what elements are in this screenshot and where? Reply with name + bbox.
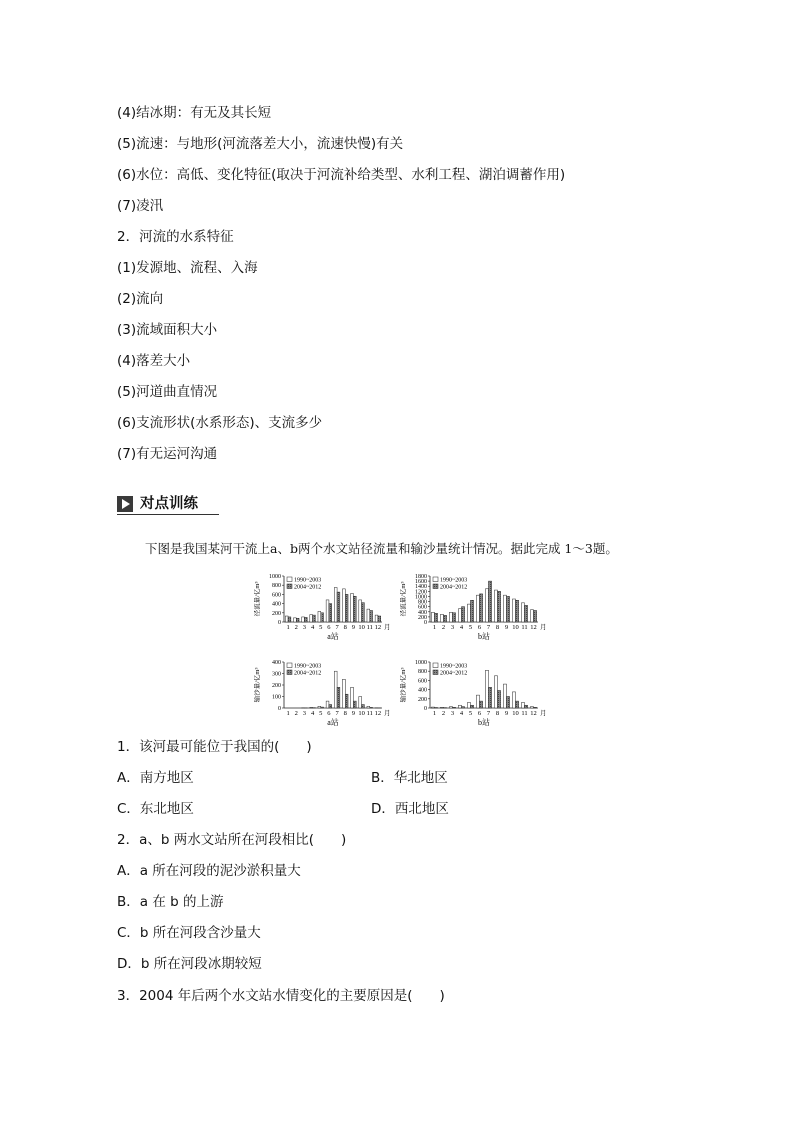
legend-swatch bbox=[287, 663, 292, 668]
bar bbox=[471, 705, 474, 708]
x-tick-label: 11 bbox=[366, 624, 373, 631]
x-tick-label: 12 bbox=[530, 710, 537, 717]
bar bbox=[512, 599, 515, 622]
bar bbox=[507, 596, 510, 622]
bar bbox=[503, 595, 506, 622]
bar bbox=[321, 613, 324, 622]
bar bbox=[458, 609, 461, 622]
x-tick-label: 7 bbox=[335, 710, 339, 717]
y-axis-label: 径流量/亿m³ bbox=[400, 581, 407, 617]
bar bbox=[449, 612, 452, 622]
play-triangle-icon bbox=[117, 496, 133, 512]
x-tick-label: 9 bbox=[504, 710, 509, 717]
bar bbox=[485, 670, 488, 708]
bar bbox=[530, 610, 533, 622]
bar bbox=[476, 595, 479, 622]
x-tick-label: 5 bbox=[319, 710, 323, 717]
bar bbox=[440, 614, 443, 622]
x-tick-label: 7 bbox=[486, 710, 491, 717]
station-label: a站 bbox=[327, 718, 339, 727]
bar bbox=[467, 702, 470, 708]
x-tick-label: 2 bbox=[294, 624, 298, 631]
legend-swatch bbox=[433, 584, 438, 589]
x-tick-label: 2 bbox=[441, 624, 446, 631]
bar bbox=[512, 692, 515, 708]
section-title: 对点训练 bbox=[140, 496, 198, 512]
bar bbox=[453, 707, 456, 708]
bar bbox=[516, 600, 519, 622]
legend-swatch bbox=[287, 577, 292, 582]
legend-swatch bbox=[433, 577, 438, 582]
bar bbox=[313, 615, 316, 622]
bar bbox=[462, 607, 465, 622]
bar bbox=[489, 581, 492, 622]
bar bbox=[431, 707, 434, 708]
bar bbox=[302, 617, 305, 622]
legend-label: 2004~2012 bbox=[294, 670, 322, 677]
station-label: b站 bbox=[478, 718, 490, 727]
chart-b-sediment bbox=[400, 656, 550, 728]
x-tick-label: 9 bbox=[351, 710, 356, 717]
y-tick-label: 1000 bbox=[415, 594, 427, 601]
bar bbox=[507, 697, 510, 709]
bar bbox=[476, 695, 479, 708]
x-tick-label: 8 bbox=[343, 710, 347, 717]
option-a[interactable]: A．南方地区 bbox=[117, 770, 194, 786]
text-line: (6)水位：高低、变化特征(取决于河流补给类型、水利工程、湖泊调蓄作用) bbox=[117, 167, 566, 183]
y-tick-label: 1000 bbox=[415, 660, 427, 666]
bar bbox=[362, 705, 365, 708]
bar bbox=[530, 707, 533, 708]
bar bbox=[534, 707, 537, 708]
option-b[interactable]: B．a 在 b 的上游 bbox=[117, 894, 224, 910]
bar bbox=[304, 617, 307, 622]
y-tick-label: 800 bbox=[418, 669, 427, 676]
y-tick-label: 1800 bbox=[415, 574, 427, 580]
y-tick-label: 400 bbox=[418, 609, 427, 616]
x-tick-label: 3 bbox=[302, 624, 307, 631]
x-unit-label: 月 bbox=[540, 624, 547, 631]
bar bbox=[293, 618, 296, 622]
legend-swatch bbox=[433, 663, 438, 668]
text-line: (3)流域面积大小 bbox=[117, 322, 218, 338]
bar bbox=[326, 701, 329, 708]
option-d[interactable]: D．b 所在河段冰期较短 bbox=[117, 956, 262, 972]
y-tick-label: 200 bbox=[418, 614, 427, 621]
bar bbox=[334, 588, 337, 623]
text-line: (1)发源地、流程、入海 bbox=[117, 260, 258, 276]
bar bbox=[359, 697, 362, 709]
y-tick-label: 0 bbox=[424, 620, 427, 626]
legend-swatch bbox=[287, 670, 292, 675]
x-tick-label: 7 bbox=[335, 624, 339, 631]
option-a[interactable]: A．a 所在河段的泥沙淤积量大 bbox=[117, 863, 301, 879]
legend-label: 1990~2003 bbox=[440, 577, 468, 584]
y-tick-label: 1200 bbox=[415, 589, 427, 596]
y-axis-label: 输沙量/亿m³ bbox=[400, 667, 407, 703]
x-tick-label: 11 bbox=[366, 710, 373, 717]
legend-label: 1990~2003 bbox=[294, 663, 322, 670]
x-tick-label: 4 bbox=[459, 624, 464, 631]
bar bbox=[525, 705, 528, 708]
bar bbox=[359, 600, 362, 622]
x-tick-label: 12 bbox=[374, 624, 382, 631]
x-tick-label: 8 bbox=[343, 624, 347, 631]
bar bbox=[318, 611, 321, 622]
text-line: (6)支流形状(水系形态)、支流多少 bbox=[117, 415, 323, 431]
x-tick-label: 9 bbox=[351, 624, 356, 631]
x-tick-label: 5 bbox=[319, 624, 323, 631]
y-tick-label: 0 bbox=[278, 620, 281, 626]
bar bbox=[329, 705, 332, 708]
station-label: b站 bbox=[478, 632, 490, 641]
x-tick-label: 3 bbox=[302, 710, 307, 717]
bar bbox=[337, 592, 340, 622]
x-tick-label: 1 bbox=[432, 624, 437, 631]
x-tick-label: 12 bbox=[530, 624, 537, 631]
bar bbox=[453, 613, 456, 622]
bar bbox=[342, 679, 345, 708]
bar bbox=[337, 687, 340, 708]
bar bbox=[342, 589, 345, 622]
x-tick-label: 11 bbox=[521, 710, 528, 717]
bar bbox=[480, 594, 483, 622]
chart-a-sediment bbox=[254, 656, 394, 728]
bar bbox=[367, 706, 370, 708]
bar bbox=[521, 603, 524, 622]
bar bbox=[494, 676, 497, 708]
bar bbox=[370, 707, 373, 708]
bar bbox=[296, 618, 299, 622]
y-tick-label: 600 bbox=[418, 678, 427, 685]
text-line: (4)结冰期：有无及其长短 bbox=[117, 105, 272, 121]
text-line: (7)凌汛 bbox=[117, 198, 164, 214]
option-b[interactable]: B．华北地区 bbox=[371, 770, 448, 786]
bar bbox=[310, 615, 313, 622]
bar bbox=[326, 600, 329, 622]
question-intro: 下图是我国某河干流上a、b两个水文站径流量和输沙量统计情况。据此完成 1～3题。 bbox=[145, 541, 618, 556]
bar bbox=[353, 701, 356, 708]
bar bbox=[329, 604, 332, 622]
bar bbox=[521, 702, 524, 708]
bar bbox=[435, 613, 438, 622]
y-tick-label: 200 bbox=[272, 610, 281, 617]
legend-label: 1990~2003 bbox=[294, 577, 322, 584]
bar bbox=[498, 691, 501, 708]
bar bbox=[318, 706, 321, 708]
bar bbox=[375, 615, 378, 622]
bar bbox=[534, 611, 537, 623]
bar bbox=[516, 701, 519, 708]
bar bbox=[480, 701, 483, 708]
x-tick-label: 6 bbox=[477, 624, 482, 631]
legend-label: 2004~2012 bbox=[294, 584, 322, 591]
y-tick-label: 300 bbox=[272, 671, 281, 678]
text-line: (4)落差大小 bbox=[117, 353, 191, 369]
bar bbox=[498, 591, 501, 622]
x-tick-label: 4 bbox=[459, 710, 464, 717]
x-tick-label: 5 bbox=[468, 624, 473, 631]
bar bbox=[458, 705, 461, 708]
x-tick-label: 10 bbox=[512, 710, 519, 717]
legend-swatch bbox=[433, 670, 438, 675]
bar bbox=[489, 687, 492, 708]
bar bbox=[334, 671, 337, 708]
bar bbox=[370, 611, 373, 623]
x-tick-label: 11 bbox=[521, 624, 528, 631]
option-c[interactable]: C．b 所在河段含沙量大 bbox=[117, 925, 261, 941]
chart-b-runoff bbox=[400, 570, 550, 642]
y-tick-label: 800 bbox=[418, 599, 427, 606]
x-tick-label: 10 bbox=[358, 710, 365, 717]
legend-swatch bbox=[287, 584, 292, 589]
legend-label: 2004~2012 bbox=[440, 670, 468, 677]
bar bbox=[503, 684, 506, 708]
x-tick-label: 1 bbox=[432, 710, 437, 717]
x-tick-label: 4 bbox=[310, 710, 315, 717]
y-tick-label: 0 bbox=[278, 706, 281, 712]
y-tick-label: 200 bbox=[418, 696, 427, 703]
y-axis-label: 径流量/亿m³ bbox=[254, 581, 261, 617]
legend-label: 1990~2003 bbox=[440, 663, 468, 670]
bar bbox=[431, 612, 434, 622]
x-tick-label: 6 bbox=[327, 624, 331, 631]
x-tick-label: 1 bbox=[286, 624, 290, 631]
question-2: 2．a、b 两水文站所在河段相比( ) bbox=[117, 832, 347, 848]
bar bbox=[494, 590, 497, 622]
y-tick-label: 600 bbox=[272, 592, 281, 599]
x-tick-label: 10 bbox=[512, 624, 519, 631]
x-tick-label: 2 bbox=[294, 710, 298, 717]
text-line: (5)河道曲直情况 bbox=[117, 384, 218, 400]
bar bbox=[471, 600, 474, 622]
y-tick-label: 400 bbox=[272, 660, 281, 666]
question-1: 1．该河最可能位于我国的( ) bbox=[117, 739, 312, 755]
option-d[interactable]: D．西北地区 bbox=[371, 801, 449, 817]
y-tick-label: 800 bbox=[272, 583, 281, 590]
bar bbox=[353, 596, 356, 622]
chart-a-runoff bbox=[254, 570, 394, 642]
y-tick-label: 200 bbox=[272, 683, 281, 689]
y-tick-label: 0 bbox=[424, 706, 427, 712]
text-line: (7)有无运河沟通 bbox=[117, 446, 218, 462]
station-label: a站 bbox=[327, 632, 339, 641]
y-tick-label: 1400 bbox=[415, 584, 427, 591]
x-tick-label: 9 bbox=[504, 624, 509, 631]
bar bbox=[345, 594, 348, 622]
x-tick-label: 4 bbox=[310, 624, 315, 631]
y-axis-label: 输沙量/亿m³ bbox=[254, 667, 261, 703]
bar bbox=[378, 616, 381, 622]
x-unit-label: 月 bbox=[384, 624, 391, 631]
bar bbox=[467, 604, 470, 622]
bar bbox=[449, 707, 452, 708]
bar bbox=[367, 609, 370, 622]
practice-section-header bbox=[117, 493, 219, 515]
x-tick-label: 2 bbox=[441, 710, 446, 717]
x-tick-label: 8 bbox=[495, 624, 500, 631]
divider bbox=[117, 514, 219, 515]
x-tick-label: 7 bbox=[486, 624, 491, 631]
x-tick-label: 5 bbox=[468, 710, 473, 717]
bar bbox=[444, 615, 447, 622]
x-unit-label: 月 bbox=[540, 710, 547, 717]
legend-label: 2004~2012 bbox=[440, 584, 468, 591]
bar bbox=[321, 707, 324, 708]
text-line: (5)流速：与地形(河流落差大小，流速快慢)有关 bbox=[117, 136, 404, 152]
x-tick-label: 10 bbox=[358, 624, 365, 631]
x-tick-label: 6 bbox=[477, 710, 482, 717]
bar bbox=[345, 694, 348, 708]
question-3: 3．2004 年后两个水文站水情变化的主要原因是( ) bbox=[117, 988, 445, 1004]
y-tick-label: 400 bbox=[418, 687, 427, 694]
text-line: (2)流向 bbox=[117, 291, 164, 307]
section-heading: 2．河流的水系特征 bbox=[117, 229, 234, 245]
y-tick-label: 1000 bbox=[269, 574, 281, 580]
y-tick-label: 100 bbox=[272, 694, 281, 701]
bar bbox=[362, 603, 365, 622]
bar bbox=[525, 605, 528, 622]
x-unit-label: 月 bbox=[384, 710, 391, 717]
x-tick-label: 1 bbox=[286, 710, 290, 717]
bar bbox=[485, 589, 488, 622]
bar bbox=[310, 707, 313, 708]
x-tick-label: 12 bbox=[374, 710, 382, 717]
bar bbox=[288, 617, 291, 622]
bar bbox=[285, 616, 288, 622]
x-tick-label: 6 bbox=[327, 710, 331, 717]
bar bbox=[440, 707, 443, 708]
y-tick-label: 600 bbox=[418, 604, 427, 611]
bar bbox=[351, 593, 354, 622]
x-tick-label: 3 bbox=[450, 710, 455, 717]
bar bbox=[462, 707, 465, 708]
y-tick-label: 400 bbox=[272, 601, 281, 608]
y-tick-label: 1600 bbox=[415, 579, 427, 586]
x-tick-label: 8 bbox=[495, 710, 500, 717]
x-tick-label: 3 bbox=[450, 624, 455, 631]
option-c[interactable]: C．东北地区 bbox=[117, 801, 194, 817]
bar bbox=[351, 687, 354, 708]
